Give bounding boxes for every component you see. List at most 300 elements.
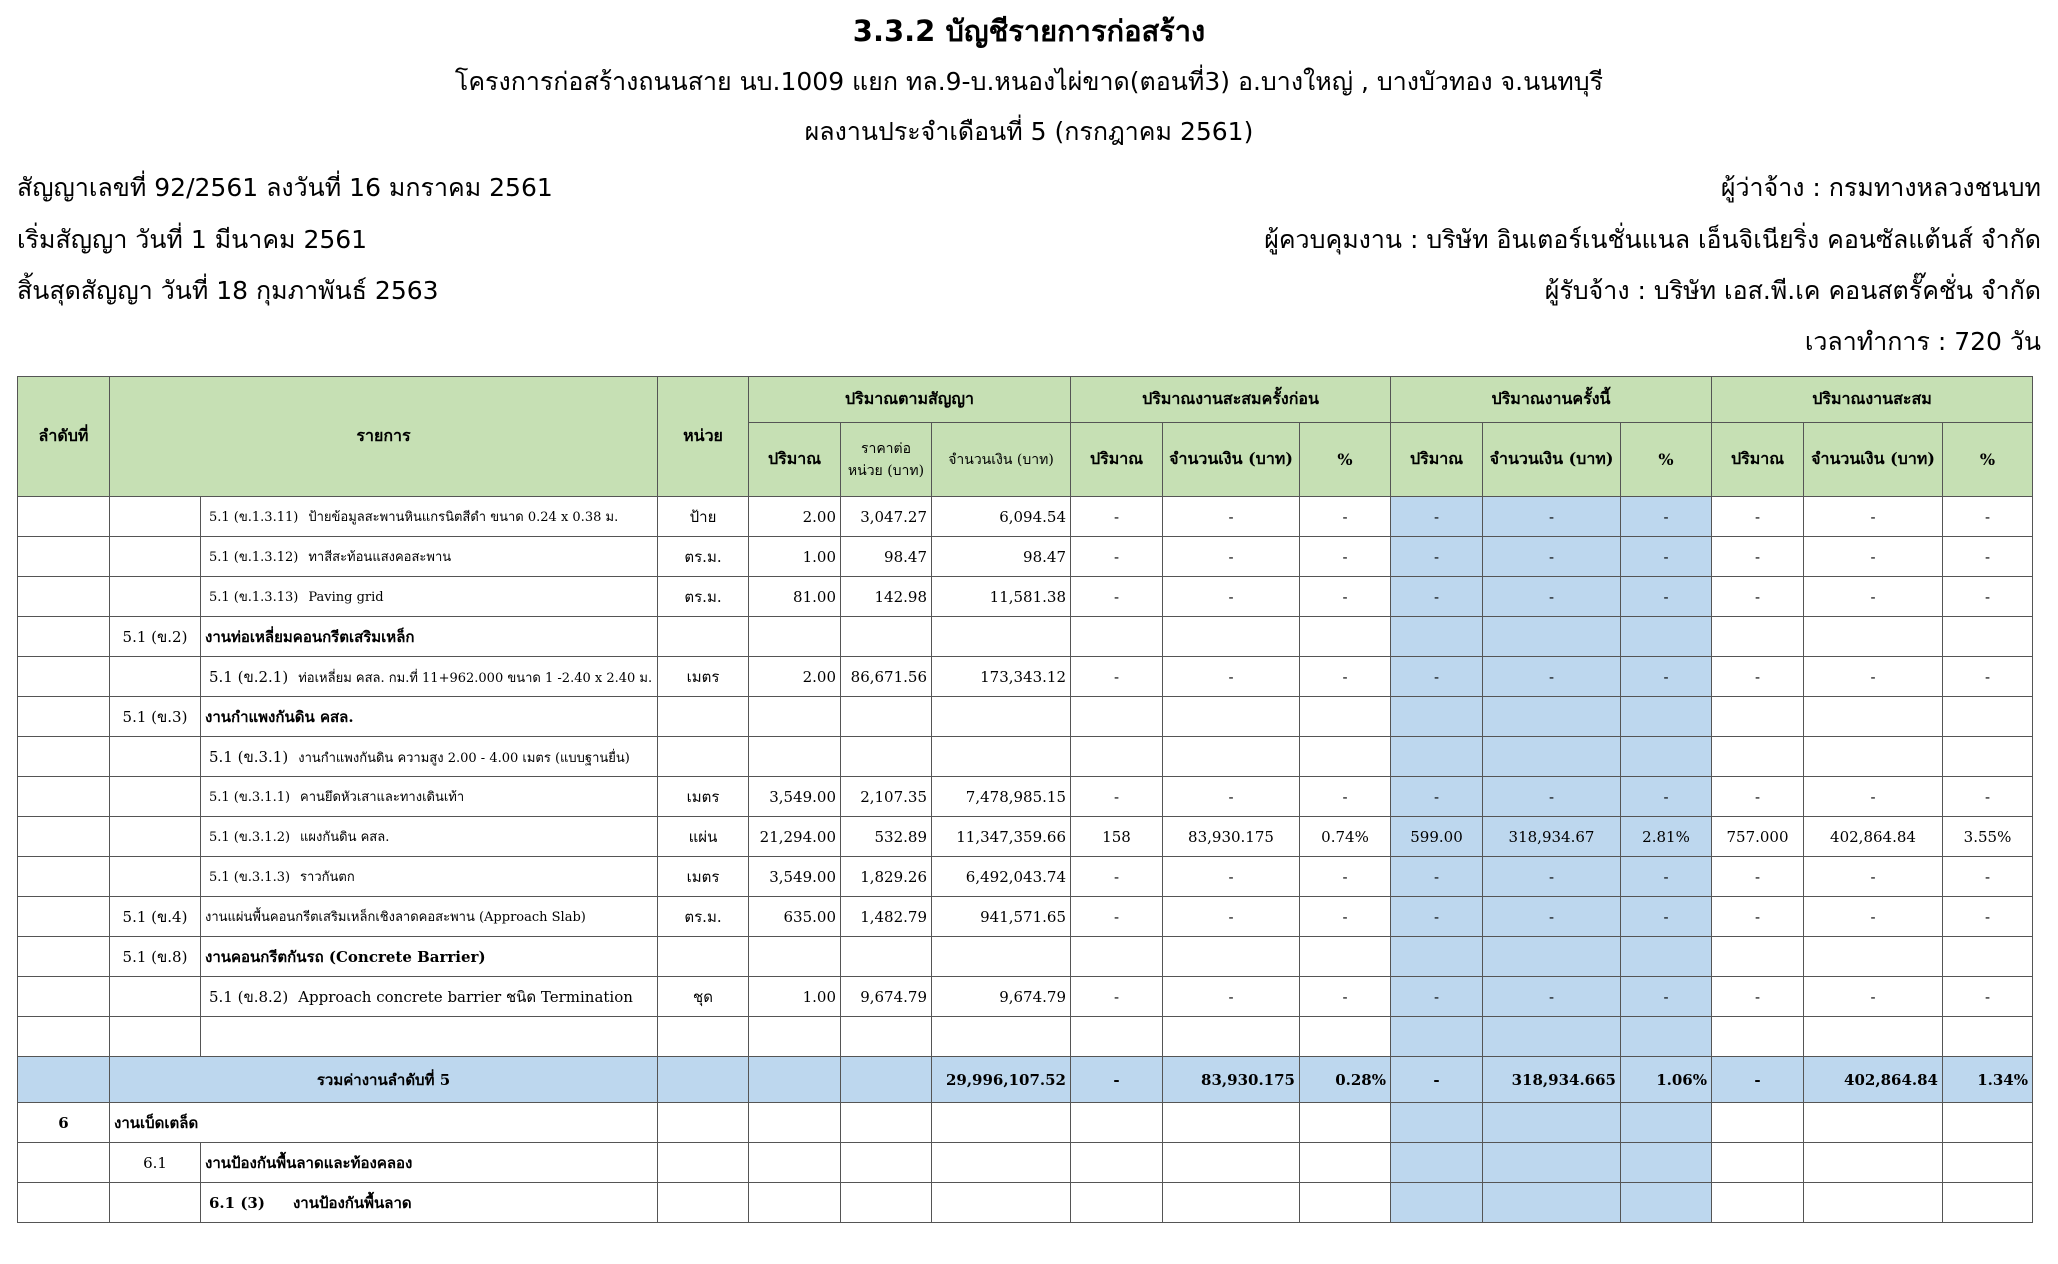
cum-percent-cell: -	[1943, 777, 2033, 817]
table-row	[18, 537, 2033, 577]
contract-qty-cell	[749, 617, 841, 657]
table-row	[18, 897, 2033, 937]
row-number-cell	[18, 497, 110, 537]
contract-qty-cell: 1.00	[749, 977, 841, 1017]
contract-number: สัญญาเลขที่ 92/2561 ลงวันที่ 16 มกราคม 2561	[17, 173, 553, 202]
unit-cell	[658, 697, 749, 737]
cum-percent-cell: -	[1943, 537, 2033, 577]
unit-price-cell: 86,671.56	[841, 657, 932, 697]
empty-cell	[1943, 1103, 2033, 1143]
item-cell	[201, 897, 658, 937]
item-cell	[201, 777, 658, 817]
cum-percent-cell: -	[1943, 897, 2033, 937]
unit-cell: ตร.ม.	[658, 537, 749, 577]
unit-cell: แผ่น	[658, 817, 749, 857]
curr-percent-cell	[1621, 937, 1712, 977]
cum-amount-cell	[1804, 737, 1943, 777]
cum-percent-cell: -	[1943, 657, 2033, 697]
prev-percent-cell: -	[1300, 897, 1391, 937]
sub-section-title: งานป้องกันพื้นลาดและท้องคลอง	[201, 1143, 658, 1183]
empty-cell	[932, 1103, 1071, 1143]
curr-qty-cell	[1391, 617, 1483, 657]
prev-percent-cell: 0.74%	[1300, 817, 1391, 857]
col-curr-amount: จำนวนเงิน (บาท)	[1483, 423, 1621, 497]
cum-qty-cell: -	[1712, 977, 1804, 1017]
curr-qty-cell: -	[1391, 537, 1483, 577]
cum-percent-cell	[1943, 617, 2033, 657]
cum-percent-cell: -	[1943, 857, 2033, 897]
curr-qty-cell: -	[1391, 777, 1483, 817]
col-curr-qty: ปริมาณ	[1391, 423, 1483, 497]
col-unit: หน่วย	[658, 377, 749, 497]
contract-amount-cell: 941,571.65	[932, 897, 1071, 937]
contract-amount-cell: 11,581.38	[932, 577, 1071, 617]
row-number-cell	[18, 857, 110, 897]
total-curr-qty: -	[1391, 1057, 1483, 1103]
item-code: 5.1 (ข.3.1.1)	[209, 790, 291, 805]
cum-amount-cell: 402,864.84	[1804, 817, 1943, 857]
row-number-cell	[18, 777, 110, 817]
empty-cell	[1300, 1143, 1391, 1183]
cum-amount-cell	[1804, 697, 1943, 737]
blank-cell	[841, 1017, 932, 1057]
col-contract-amount	[932, 423, 1071, 497]
item-description: ทาสีสะท้อนแสงคอสะพาน	[308, 550, 452, 565]
blank-cell	[749, 1017, 841, 1057]
curr-amount-cell	[1483, 937, 1621, 977]
prev-amount-cell: 83,930.175	[1163, 817, 1300, 857]
empty-cell	[1163, 1103, 1300, 1143]
item-cell	[201, 657, 658, 697]
row-number-cell	[18, 737, 110, 777]
prev-amount-cell	[1163, 937, 1300, 977]
item-description: งานคอนกรีตกันรถ (Concrete Barrier)	[205, 947, 486, 966]
cum-amount-cell: -	[1804, 497, 1943, 537]
empty-cell	[1621, 1183, 1712, 1223]
cum-amount-cell: -	[1804, 657, 1943, 697]
col-prev-amount: จำนวนเงิน (บาท)	[1163, 423, 1300, 497]
prev-percent-cell: -	[1300, 577, 1391, 617]
item-cell	[201, 737, 658, 777]
item-code: 6.1 (3)	[209, 1193, 265, 1212]
empty-cell	[932, 1183, 1071, 1223]
table-row	[18, 697, 2033, 737]
prev-percent-cell: -	[1300, 657, 1391, 697]
empty-cell	[18, 1143, 110, 1183]
row-number-cell	[18, 897, 110, 937]
curr-qty-cell: 599.00	[1391, 817, 1483, 857]
prev-percent-cell	[1300, 617, 1391, 657]
cum-qty-cell	[1712, 737, 1804, 777]
unit-cell: ตร.ม.	[658, 577, 749, 617]
unit-price-cell: 98.47	[841, 537, 932, 577]
bill-of-quantities-table	[17, 376, 2033, 1223]
total-cum-percent: 1.34%	[1943, 1057, 2033, 1103]
prev-qty-cell	[1071, 737, 1163, 777]
curr-percent-cell: -	[1621, 777, 1712, 817]
unit-cell: ป้าย	[658, 497, 749, 537]
cum-qty-cell	[1712, 617, 1804, 657]
contract-amount-cell	[932, 697, 1071, 737]
col-group-previous: ปริมาณงานสะสมครั้งก่อน	[1071, 377, 1391, 423]
cum-amount-cell: -	[1804, 777, 1943, 817]
row-number-cell	[18, 977, 110, 1017]
sub-code-cell	[110, 497, 201, 537]
sub-code-cell	[110, 977, 201, 1017]
contract-amount-cell: 11,347,359.66	[932, 817, 1071, 857]
empty-cell	[1943, 1183, 2033, 1223]
contractor: ผู้รับจ้าง : บริษัท เอส.พี.เค คอนสตรั๊คชั่น จำกัด	[1544, 276, 2041, 305]
prev-qty-cell: -	[1071, 537, 1163, 577]
contract-qty-cell: 2.00	[749, 657, 841, 697]
blank-cell	[1804, 1017, 1943, 1057]
item-cell	[201, 1183, 658, 1223]
curr-percent-cell	[1621, 697, 1712, 737]
blank-cell	[1071, 1017, 1163, 1057]
row-number-cell	[18, 817, 110, 857]
total-cum-qty: -	[1712, 1057, 1804, 1103]
blank-cell	[18, 1017, 110, 1057]
unit-price-cell: 532.89	[841, 817, 932, 857]
prev-percent-cell: -	[1300, 857, 1391, 897]
prev-qty-cell	[1071, 617, 1163, 657]
empty-cell	[1712, 1103, 1804, 1143]
col-no: ลำดับที่	[18, 377, 110, 497]
cum-qty-cell: -	[1712, 897, 1804, 937]
empty-cell	[18, 1183, 110, 1223]
empty-cell	[932, 1143, 1071, 1183]
table-row	[18, 497, 2033, 537]
curr-qty-cell: -	[1391, 577, 1483, 617]
empty-cell	[1071, 1183, 1163, 1223]
empty-cell	[1071, 1143, 1163, 1183]
unit-price-cell	[841, 737, 932, 777]
prev-percent-cell	[1300, 937, 1391, 977]
prev-amount-cell: -	[1163, 777, 1300, 817]
table-row	[18, 977, 2033, 1017]
unit-price-cell: 142.98	[841, 577, 932, 617]
unit-price-label: ราคาต่อ หน่วย (บาท)	[847, 440, 925, 479]
empty-cell	[1163, 1183, 1300, 1223]
cum-qty-cell: -	[1712, 577, 1804, 617]
cum-percent-cell: -	[1943, 577, 2033, 617]
blank-cell	[658, 1017, 749, 1057]
col-cum-qty: ปริมาณ	[1712, 423, 1804, 497]
blank-cell	[201, 1017, 658, 1057]
item-description: งานท่อเหลี่ยมคอนกรีตเสริมเหล็ก	[205, 627, 415, 646]
prev-qty-cell	[1071, 697, 1163, 737]
curr-percent-cell: 2.81%	[1621, 817, 1712, 857]
empty-cell	[1483, 1143, 1621, 1183]
item-description: งานกำแพงกันดิน คสล.	[205, 707, 354, 726]
curr-percent-cell: -	[1621, 537, 1712, 577]
item-description: ป้ายข้อมูลสะพานหินแกรนิตสีดำ ขนาด 0.24 x 0.38 ม.	[308, 510, 619, 525]
col-group-current: ปริมาณงานครั้งนี้	[1391, 377, 1712, 423]
curr-qty-cell: -	[1391, 897, 1483, 937]
total-cum-amount: 402,864.84	[1804, 1057, 1943, 1103]
cum-qty-cell: -	[1712, 857, 1804, 897]
cum-percent-cell	[1943, 737, 2033, 777]
table-row	[18, 617, 2033, 657]
prev-percent-cell: -	[1300, 497, 1391, 537]
sub-code-cell	[110, 537, 201, 577]
unit-price-cell: 3,047.27	[841, 497, 932, 537]
employer: ผู้ว่าจ้าง : กรมทางหลวงชนบท	[1720, 173, 2041, 202]
item-description: Paving grid	[308, 590, 384, 605]
empty-cell	[1712, 1143, 1804, 1183]
prev-amount-cell: -	[1163, 577, 1300, 617]
curr-amount-cell: -	[1483, 777, 1621, 817]
contract-qty-cell	[749, 697, 841, 737]
contract-qty-cell: 21,294.00	[749, 817, 841, 857]
contract-start: เริ่มสัญญา วันที่ 1 มีนาคม 2561	[17, 225, 368, 254]
section-row	[18, 1183, 2033, 1223]
total-curr-percent: 1.06%	[1621, 1057, 1712, 1103]
blank-cell	[1943, 1017, 2033, 1057]
prev-qty-cell: -	[1071, 857, 1163, 897]
total-prev-qty: -	[1071, 1057, 1163, 1103]
cum-qty-cell	[1712, 937, 1804, 977]
item-code: 5.1 (ข.3.1.3)	[209, 870, 291, 885]
unit-price-cell	[841, 617, 932, 657]
curr-percent-cell: -	[1621, 977, 1712, 1017]
curr-amount-cell: -	[1483, 857, 1621, 897]
col-cum-amount: จำนวนเงิน (บาท)	[1804, 423, 1943, 497]
table-row	[18, 937, 2033, 977]
cum-qty-cell: 757.000	[1712, 817, 1804, 857]
empty-cell	[1071, 1103, 1163, 1143]
prev-qty-cell: -	[1071, 777, 1163, 817]
empty-cell	[1804, 1103, 1943, 1143]
total-prev-amount: 83,930.175	[1163, 1057, 1300, 1103]
row-number-cell	[18, 577, 110, 617]
col-unit-price	[841, 423, 932, 497]
prev-qty-cell: 158	[1071, 817, 1163, 857]
sub-section-code: 6.1	[110, 1143, 201, 1183]
contract-end: สิ้นสุดสัญญา วันที่ 18 กุมภาพันธ์ 2563	[17, 276, 439, 305]
curr-qty-cell: -	[1391, 497, 1483, 537]
item-cell	[201, 937, 658, 977]
item-description: ราวกันตก	[300, 870, 355, 885]
cum-qty-cell: -	[1712, 777, 1804, 817]
unit-price-cell	[841, 697, 932, 737]
curr-amount-cell: -	[1483, 537, 1621, 577]
section-title: งานเบ็ดเตล็ด	[110, 1103, 658, 1143]
unit-price-cell: 2,107.35	[841, 777, 932, 817]
table-row	[18, 777, 2033, 817]
col-prev-qty: ปริมาณ	[1071, 423, 1163, 497]
blank-cell	[1300, 1017, 1391, 1057]
item-code: 5.1 (ข.1.3.12)	[209, 550, 299, 565]
contract-qty-cell: 1.00	[749, 537, 841, 577]
blank-cell	[932, 1017, 1071, 1057]
cum-amount-cell: -	[1804, 537, 1943, 577]
contract-amount-cell	[932, 737, 1071, 777]
unit-price-cell: 1,482.79	[841, 897, 932, 937]
cum-amount-cell	[1804, 617, 1943, 657]
contract-qty-cell: 81.00	[749, 577, 841, 617]
total-price-cell	[841, 1057, 932, 1103]
item-description: งานแผ่นพื้นคอนกรีตเสริมเหล็กเชิงลาดคอสะพาน (Approach Slab)	[205, 910, 586, 925]
row-number-cell	[18, 617, 110, 657]
cum-qty-cell: -	[1712, 657, 1804, 697]
cum-amount-cell: -	[1804, 857, 1943, 897]
sub-code-cell	[110, 577, 201, 617]
item-code: 5.1 (ข.3.1)	[209, 747, 289, 766]
sub-code-cell: 5.1 (ข.3)	[110, 697, 201, 737]
item-description: งานป้องกันพื้นลาด	[292, 1193, 412, 1212]
item-code: 5.1 (ข.1.3.13)	[209, 590, 299, 605]
empty-cell	[1391, 1103, 1483, 1143]
curr-percent-cell: -	[1621, 577, 1712, 617]
total-unit-cell	[658, 1057, 749, 1103]
empty-cell	[1300, 1103, 1391, 1143]
empty-cell	[749, 1143, 841, 1183]
section-row	[18, 1103, 2033, 1143]
cum-percent-cell: -	[1943, 977, 2033, 1017]
cum-qty-cell: -	[1712, 497, 1804, 537]
item-code: 5.1 (ข.8.2)	[209, 987, 289, 1006]
item-code: 5.1 (ข.1.3.11)	[209, 510, 299, 525]
curr-percent-cell	[1621, 617, 1712, 657]
empty-cell	[1621, 1103, 1712, 1143]
sub-code-cell	[110, 737, 201, 777]
item-cell	[201, 617, 658, 657]
table-row	[18, 577, 2033, 617]
unit-cell: ชุด	[658, 977, 749, 1017]
prev-amount-cell	[1163, 617, 1300, 657]
empty-cell	[841, 1143, 932, 1183]
item-description: Approach concrete barrier ชนิด Termination	[298, 987, 633, 1006]
item-cell	[201, 817, 658, 857]
cum-qty-cell	[1712, 697, 1804, 737]
prev-amount-cell: -	[1163, 497, 1300, 537]
total-curr-amount: 318,934.665	[1483, 1057, 1621, 1103]
curr-amount-cell	[1483, 697, 1621, 737]
curr-qty-cell: -	[1391, 857, 1483, 897]
empty-cell	[1391, 1143, 1483, 1183]
empty-cell	[841, 1103, 932, 1143]
table-row	[18, 857, 2033, 897]
page-title: 3.3.2 บัญชีรายการก่อสร้าง	[852, 14, 1206, 48]
contract-amount-label: จำนวนเงิน (บาท)	[948, 451, 1054, 468]
curr-amount-cell: -	[1483, 497, 1621, 537]
contract-qty-cell: 2.00	[749, 497, 841, 537]
col-cum-percent: %	[1943, 423, 2033, 497]
sub-code-cell: 5.1 (ข.4)	[110, 897, 201, 937]
col-contract-qty: ปริมาณ	[749, 423, 841, 497]
sub-code-cell	[110, 777, 201, 817]
empty-cell	[1483, 1103, 1621, 1143]
empty-cell	[1712, 1183, 1804, 1223]
contract-qty-cell: 3,549.00	[749, 777, 841, 817]
prev-amount-cell	[1163, 697, 1300, 737]
empty-cell	[658, 1183, 749, 1223]
unit-price-cell: 1,829.26	[841, 857, 932, 897]
prev-amount-cell: -	[1163, 857, 1300, 897]
col-prev-percent: %	[1300, 423, 1391, 497]
empty-cell	[749, 1183, 841, 1223]
prev-amount-cell: -	[1163, 897, 1300, 937]
project-subtitle: โครงการก่อสร้างถนนสาย นบ.1009 แยก ทล.9-บ.หนองไผ่ขาด(ตอนที่3) อ.บางใหญ่ , บางบัวทอง จ.นนทบุรี	[454, 67, 1604, 96]
total-row	[18, 1057, 2033, 1103]
prev-percent-cell	[1300, 737, 1391, 777]
section-row	[18, 1143, 2033, 1183]
row-number-cell	[18, 697, 110, 737]
curr-percent-cell: -	[1621, 657, 1712, 697]
contract-amount-cell: 7,478,985.15	[932, 777, 1071, 817]
curr-percent-cell: -	[1621, 857, 1712, 897]
sub-code-cell: 5.1 (ข.2)	[110, 617, 201, 657]
curr-qty-cell: -	[1391, 977, 1483, 1017]
empty-cell	[1483, 1183, 1621, 1223]
sub-code-cell: 5.1 (ข.8)	[110, 937, 201, 977]
prev-percent-cell: -	[1300, 537, 1391, 577]
empty-cell	[749, 1103, 841, 1143]
contract-amount-cell	[932, 617, 1071, 657]
curr-percent-cell: -	[1621, 497, 1712, 537]
col-curr-percent: %	[1621, 423, 1712, 497]
section-number: 6	[18, 1103, 110, 1143]
item-description: แผงกันดิน คสล.	[300, 830, 390, 845]
item-code: 5.1 (ข.2.1)	[209, 667, 289, 686]
unit-cell: ตร.ม.	[658, 897, 749, 937]
contract-qty-cell: 3,549.00	[749, 857, 841, 897]
prev-qty-cell: -	[1071, 577, 1163, 617]
empty-cell	[658, 1103, 749, 1143]
curr-amount-cell: -	[1483, 977, 1621, 1017]
empty-cell	[1391, 1183, 1483, 1223]
cum-amount-cell: -	[1804, 977, 1943, 1017]
total-qty-cell	[749, 1057, 841, 1103]
cum-amount-cell: -	[1804, 577, 1943, 617]
item-code: 5.1 (ข.3.1.2)	[209, 830, 291, 845]
item-cell	[201, 497, 658, 537]
item-description: คานยึดหัวเสาและทางเดินเท้า	[300, 790, 465, 805]
curr-amount-cell: -	[1483, 657, 1621, 697]
sub-code-cell	[110, 817, 201, 857]
unit-cell	[658, 737, 749, 777]
table-row	[18, 657, 2033, 697]
curr-qty-cell	[1391, 697, 1483, 737]
table-row	[18, 817, 2033, 857]
cum-percent-cell: -	[1943, 497, 2033, 537]
unit-price-cell	[841, 937, 932, 977]
blank-cell	[110, 1017, 201, 1057]
prev-percent-cell	[1300, 697, 1391, 737]
prev-amount-cell: -	[1163, 537, 1300, 577]
prev-qty-cell: -	[1071, 977, 1163, 1017]
prev-qty-cell: -	[1071, 497, 1163, 537]
contract-qty-cell: 635.00	[749, 897, 841, 937]
blank-row	[18, 1017, 2033, 1057]
blank-cell	[1391, 1017, 1483, 1057]
prev-qty-cell: -	[1071, 897, 1163, 937]
row-number-cell	[18, 657, 110, 697]
prev-percent-cell: -	[1300, 777, 1391, 817]
empty-cell	[1804, 1183, 1943, 1223]
cum-percent-cell: 3.55%	[1943, 817, 2033, 857]
total-no-cell	[18, 1057, 110, 1103]
item-cell	[201, 857, 658, 897]
row-number-cell	[18, 537, 110, 577]
curr-percent-cell: -	[1621, 897, 1712, 937]
cum-percent-cell	[1943, 937, 2033, 977]
prev-amount-cell: -	[1163, 977, 1300, 1017]
unit-cell	[658, 937, 749, 977]
empty-cell	[1943, 1143, 2033, 1183]
blank-cell	[1621, 1017, 1712, 1057]
